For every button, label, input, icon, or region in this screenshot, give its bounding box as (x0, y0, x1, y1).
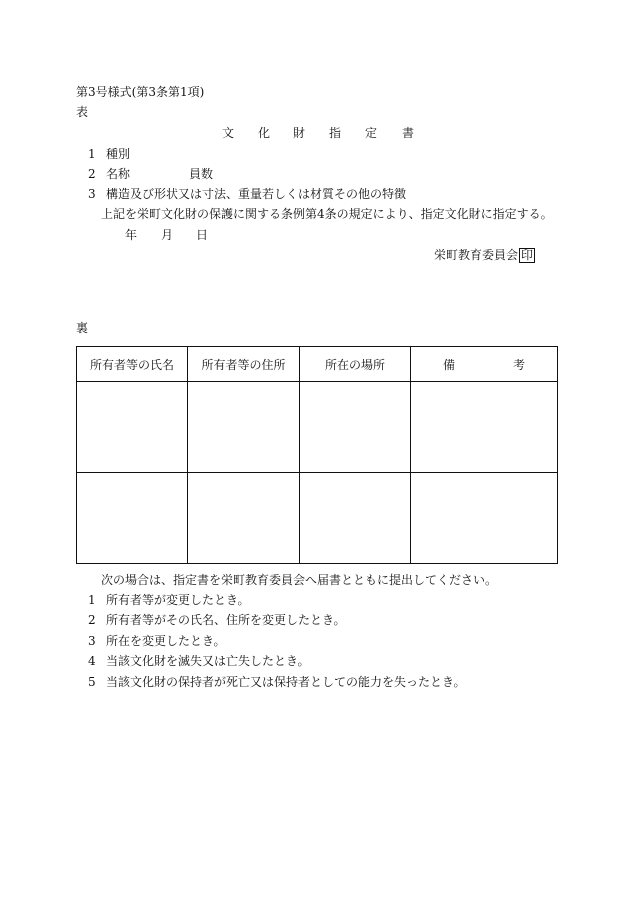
issuer (434, 248, 535, 263)
remarks-cell[interactable] (411, 473, 558, 564)
owner-name-cell[interactable] (77, 382, 188, 473)
item-number: 3 (88, 187, 96, 201)
title-char: 書 (402, 126, 415, 140)
remarks-cell[interactable] (411, 382, 558, 473)
back-side-label: 裏 (76, 321, 89, 335)
notice-intro: 次の場合は、指定書を栄町教育委員会へ届書とともに提出してください。 (101, 573, 498, 587)
notice-number: 2 (88, 613, 96, 627)
item-label-features: 構造及び形状又は寸法、重量若しくは材質その他の特徴 (106, 187, 407, 201)
notice-number: 5 (88, 675, 96, 689)
item-number: 1 (88, 147, 96, 161)
owner-address-cell[interactable] (188, 382, 300, 473)
owner-address-cell[interactable] (188, 473, 300, 564)
location-cell[interactable] (300, 382, 411, 473)
notice-item: 当該文化財を滅失又は亡失したとき。 (106, 654, 310, 668)
notice-item: 所有者等がその氏名、住所を変更したとき。 (106, 613, 346, 627)
notice-number: 3 (88, 634, 96, 648)
notice-number: 4 (88, 654, 96, 668)
issuer-name: 栄町教育委員会 (434, 248, 519, 262)
header-remarks: 備 考 (411, 347, 558, 382)
item-label-name: 名称 (106, 167, 131, 181)
seal-mark: 印 (521, 248, 534, 262)
item-number: 2 (88, 167, 96, 181)
title-char: 文 (222, 126, 235, 140)
front-side-label: 表 (76, 105, 89, 119)
title-char: 定 (365, 126, 378, 140)
notice-number: 1 (88, 593, 96, 607)
title-char: 指 (329, 126, 342, 140)
owners-table (76, 346, 558, 564)
item-label-type: 種別 (106, 147, 131, 161)
notice-item: 所在を変更したとき。 (106, 634, 226, 648)
header-owner-name: 所有者等の氏名 (77, 347, 188, 382)
location-cell[interactable] (300, 473, 411, 564)
table-row (77, 382, 558, 473)
owner-name-cell[interactable] (77, 473, 188, 564)
header-location: 所在の場所 (300, 347, 411, 382)
title-char: 化 (258, 126, 271, 140)
notice-item: 当該文化財の保持者が死亡又は保持者としての能力を失ったとき。 (106, 675, 466, 689)
notice-item: 所有者等が変更したとき。 (106, 593, 250, 607)
table-header-row (77, 347, 558, 382)
item-label-count: 員数 (189, 167, 214, 181)
document-title (222, 126, 414, 140)
table-row (77, 473, 558, 564)
date-month: 月 (161, 228, 174, 242)
form-number: 第3号様式(第3条第1項) (76, 85, 205, 99)
header-owner-address: 所有者等の住所 (188, 347, 300, 382)
title-char: 財 (293, 126, 306, 140)
designation-statement: 上記を栄町文化財の保護に関する条例第4条の規定により、指定文化財に指定する。 (101, 207, 553, 221)
date-year: 年 (125, 228, 138, 242)
date-day: 日 (196, 228, 209, 242)
